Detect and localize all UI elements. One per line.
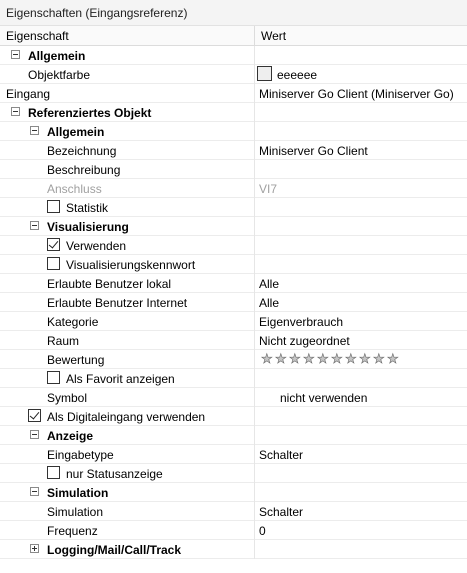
digitaleingang-checkbox[interactable] — [28, 409, 41, 422]
star-icon[interactable]: ★ — [373, 351, 385, 366]
category-label: Simulation — [47, 486, 109, 500]
property-row-raum[interactable] — [0, 331, 467, 350]
category-label: Visualisierung — [47, 220, 129, 234]
property-label: Erlaubte Benutzer lokal — [47, 277, 172, 291]
panel-title — [0, 0, 467, 26]
property-label: Als Digitaleingang verwenden — [47, 410, 206, 424]
star-icon[interactable]: ★ — [303, 351, 315, 366]
property-label: Frequenz — [47, 524, 98, 538]
column-header-value[interactable]: Wert — [261, 29, 287, 43]
property-row-benutzer-lokal[interactable] — [0, 274, 467, 293]
property-row-kategorie[interactable] — [0, 312, 467, 331]
column-separator[interactable] — [254, 26, 255, 46]
property-label: Anschluss — [47, 182, 102, 196]
color-swatch[interactable] — [257, 66, 272, 81]
property-value[interactable]: Schalter — [259, 448, 304, 462]
property-row-eingang[interactable] — [0, 84, 467, 103]
category-visualisierung[interactable] — [0, 217, 467, 236]
property-row-verwenden[interactable] — [0, 236, 467, 255]
category-anzeige[interactable] — [0, 426, 467, 445]
property-row-benutzer-internet[interactable] — [0, 293, 467, 312]
property-row-statusanzeige[interactable] — [0, 464, 467, 483]
property-row-beschreibung[interactable] — [0, 160, 467, 179]
property-value[interactable]: Nicht zugeordnet — [259, 334, 350, 348]
statusanzeige-checkbox[interactable] — [47, 466, 60, 479]
property-label: Raum — [47, 334, 80, 348]
property-value[interactable]: 0 — [259, 524, 266, 538]
property-value[interactable]: nicht verwenden — [280, 391, 368, 405]
collapse-icon[interactable] — [11, 107, 20, 116]
property-row-anschluss — [0, 179, 467, 198]
collapse-icon[interactable] — [11, 50, 20, 59]
category-referenziertes-objekt[interactable] — [0, 103, 467, 122]
category-label: Anzeige — [47, 429, 94, 443]
category-ref-allgemein[interactable] — [0, 122, 467, 141]
category-allgemein[interactable] — [0, 46, 467, 65]
property-label: Als Favorit anzeigen — [66, 372, 175, 386]
property-label: Verwenden — [66, 239, 127, 253]
star-icon[interactable]: ★ — [387, 351, 399, 366]
property-label: Simulation — [47, 505, 104, 519]
star-icon[interactable]: ★ — [345, 351, 357, 366]
category-logging[interactable] — [0, 540, 467, 559]
star-icon[interactable]: ★ — [275, 351, 287, 366]
property-label: Bezeichnung — [47, 144, 117, 158]
category-label: Allgemein — [47, 125, 105, 139]
property-label: Kategorie — [47, 315, 99, 329]
property-label: Erlaubte Benutzer Internet — [47, 296, 188, 310]
property-value: VI7 — [259, 182, 278, 196]
rating-stars[interactable] — [261, 352, 400, 365]
grid-header — [0, 26, 467, 46]
visualisierungskennwort-checkbox[interactable] — [47, 257, 60, 270]
property-row-statistik[interactable] — [0, 198, 467, 217]
property-row-eingabetype[interactable] — [0, 445, 467, 464]
property-value[interactable]: Miniserver Go Client (Miniserver Go) — [259, 87, 454, 101]
expand-icon[interactable] — [30, 544, 39, 553]
property-row-visualisierungskennwort[interactable] — [0, 255, 467, 274]
collapse-icon[interactable] — [30, 126, 39, 135]
property-row-objektfarbe[interactable] — [0, 65, 467, 84]
collapse-icon[interactable] — [30, 221, 39, 230]
property-label: Eingabetype — [47, 448, 114, 462]
property-row-simulation[interactable] — [0, 502, 467, 521]
star-icon[interactable]: ★ — [359, 351, 371, 366]
property-row-digitaleingang[interactable] — [0, 407, 467, 426]
property-label: Eingang — [6, 87, 51, 101]
star-icon[interactable]: ★ — [289, 351, 301, 366]
property-label: Symbol — [47, 391, 88, 405]
property-label: Bewertung — [47, 353, 105, 367]
property-value[interactable]: Eigenverbrauch — [259, 315, 344, 329]
star-icon[interactable]: ★ — [261, 351, 273, 366]
favorit-checkbox[interactable] — [47, 371, 60, 384]
property-grid — [0, 46, 467, 559]
property-value[interactable]: Miniserver Go Client — [259, 144, 368, 158]
property-label: nur Statusanzeige — [66, 467, 163, 481]
property-label: Statistik — [66, 201, 109, 215]
property-row-bezeichnung[interactable] — [0, 141, 467, 160]
property-value[interactable]: Alle — [259, 277, 280, 291]
property-label: Visualisierungskennwort — [66, 258, 196, 272]
column-header-property[interactable]: Eigenschaft — [6, 29, 69, 43]
verwenden-checkbox[interactable] — [47, 238, 60, 251]
property-row-symbol[interactable] — [0, 388, 467, 407]
property-row-favorit[interactable] — [0, 369, 467, 388]
property-label: Beschreibung — [47, 163, 121, 177]
checkmark-icon — [30, 409, 40, 419]
checkmark-icon — [49, 238, 59, 248]
property-value[interactable]: Alle — [259, 296, 280, 310]
property-row-frequenz[interactable] — [0, 521, 467, 540]
collapse-icon[interactable] — [30, 487, 39, 496]
collapse-icon[interactable] — [30, 430, 39, 439]
star-icon[interactable]: ★ — [317, 351, 329, 366]
property-row-bewertung[interactable] — [0, 350, 467, 369]
category-label: Logging/Mail/Call/Track — [47, 543, 182, 557]
property-label: Objektfarbe — [28, 68, 91, 82]
property-value[interactable]: eeeeee — [277, 68, 318, 82]
category-simulation[interactable] — [0, 483, 467, 502]
statistik-checkbox[interactable] — [47, 200, 60, 213]
category-label: Referenziertes Objekt — [28, 106, 152, 120]
star-icon[interactable]: ★ — [331, 351, 343, 366]
category-label: Allgemein — [28, 49, 86, 63]
property-value[interactable]: Schalter — [259, 505, 304, 519]
panel-title-text: Eigenschaften (Eingangsreferenz) — [6, 6, 188, 20]
